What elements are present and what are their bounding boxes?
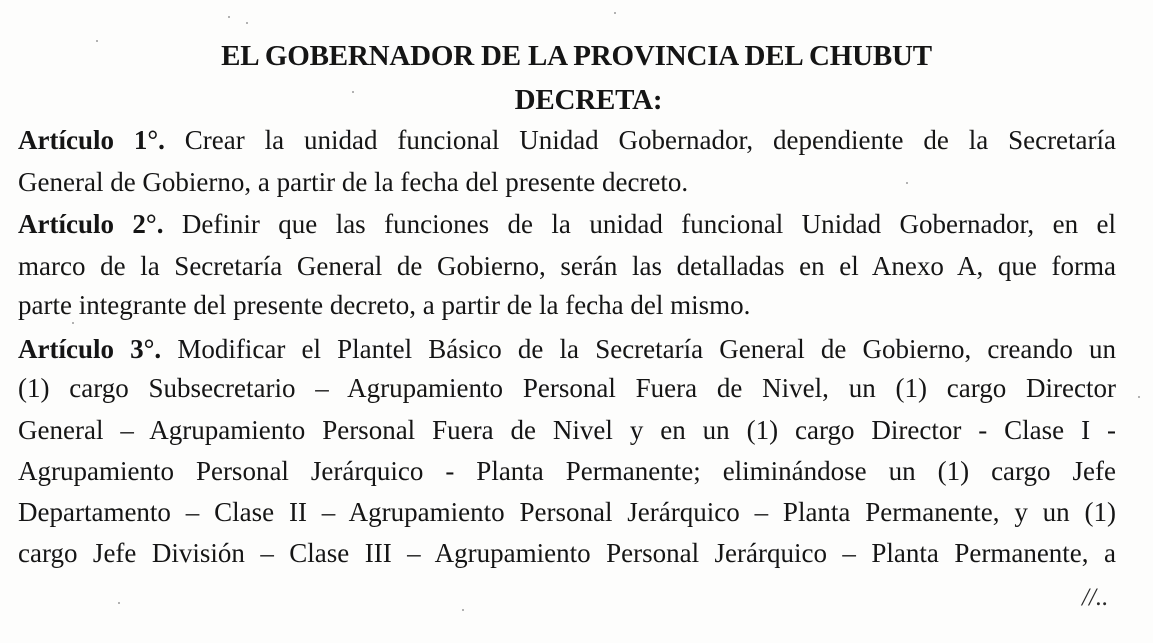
article-3-label: Artículo 3°.	[18, 334, 162, 364]
article-3-line-3: General – Agrupamiento Personal Fuera de Nivel y en un (1) cargo Director - Clase I -	[18, 415, 1116, 445]
article-3-line-5: Departamento – Clase II – Agrupamiento Personal Jerárquico – Planta Permanente, y un (1)	[18, 497, 1116, 527]
article-2-line-2: marco de la Secretaría General de Gobierno, serán las detalladas en el Anexo A, que forma	[18, 251, 1116, 281]
scan-speck	[118, 602, 120, 604]
article-3-line-1	[18, 336, 1116, 363]
article-3-line-4: Agrupamiento Personal Jerárquico - Planta Permanente; eliminándose un (1) cargo Jefe	[18, 456, 1116, 486]
continuation-mark: //..	[1082, 584, 1109, 611]
scan-speck	[96, 40, 98, 42]
decree-subheading: DECRETA:	[514, 84, 663, 116]
scan-speck	[462, 609, 464, 611]
article-2-line-3: parte integrante del presente decreto, a partir de la fecha del mismo.	[18, 290, 751, 320]
article-1-label: Artículo 1°.	[18, 125, 165, 155]
article-2-line-1	[18, 211, 1116, 238]
scan-speck	[906, 182, 908, 184]
article-3-line-6: cargo Jefe División – Clase III – Agrupamiento Personal Jerárquico – Planta Permanente, a	[18, 538, 1116, 568]
article-1-text: Crear la unidad funcional Unidad Gobernador, dependiente de la Secretaría	[184, 125, 1117, 155]
scan-speck	[614, 12, 616, 14]
article-1-line-1	[18, 127, 1116, 154]
article-3-text: Modificar el Plantel Básico de la Secretaría General de Gobierno, creando un	[177, 334, 1117, 364]
document-heading: EL GOBERNADOR DE LA PROVINCIA DEL CHUBUT	[221, 40, 932, 72]
scan-speck	[72, 322, 74, 324]
scan-speck	[1138, 396, 1140, 398]
scan-speck	[228, 16, 230, 18]
scan-speck	[352, 91, 354, 93]
article-1-line-2: General de Gobierno, a partir de la fecha del presente decreto.	[18, 167, 689, 197]
article-2-label: Artículo 2°.	[18, 209, 164, 239]
article-3-line-2: (1) cargo Subsecretario – Agrupamiento Personal Fuera de Nivel, un (1) cargo Director	[18, 373, 1116, 403]
scan-speck	[246, 22, 248, 24]
article-2-text: Definir que las funciones de la unidad funcional Unidad Gobernador, en el	[181, 209, 1116, 239]
